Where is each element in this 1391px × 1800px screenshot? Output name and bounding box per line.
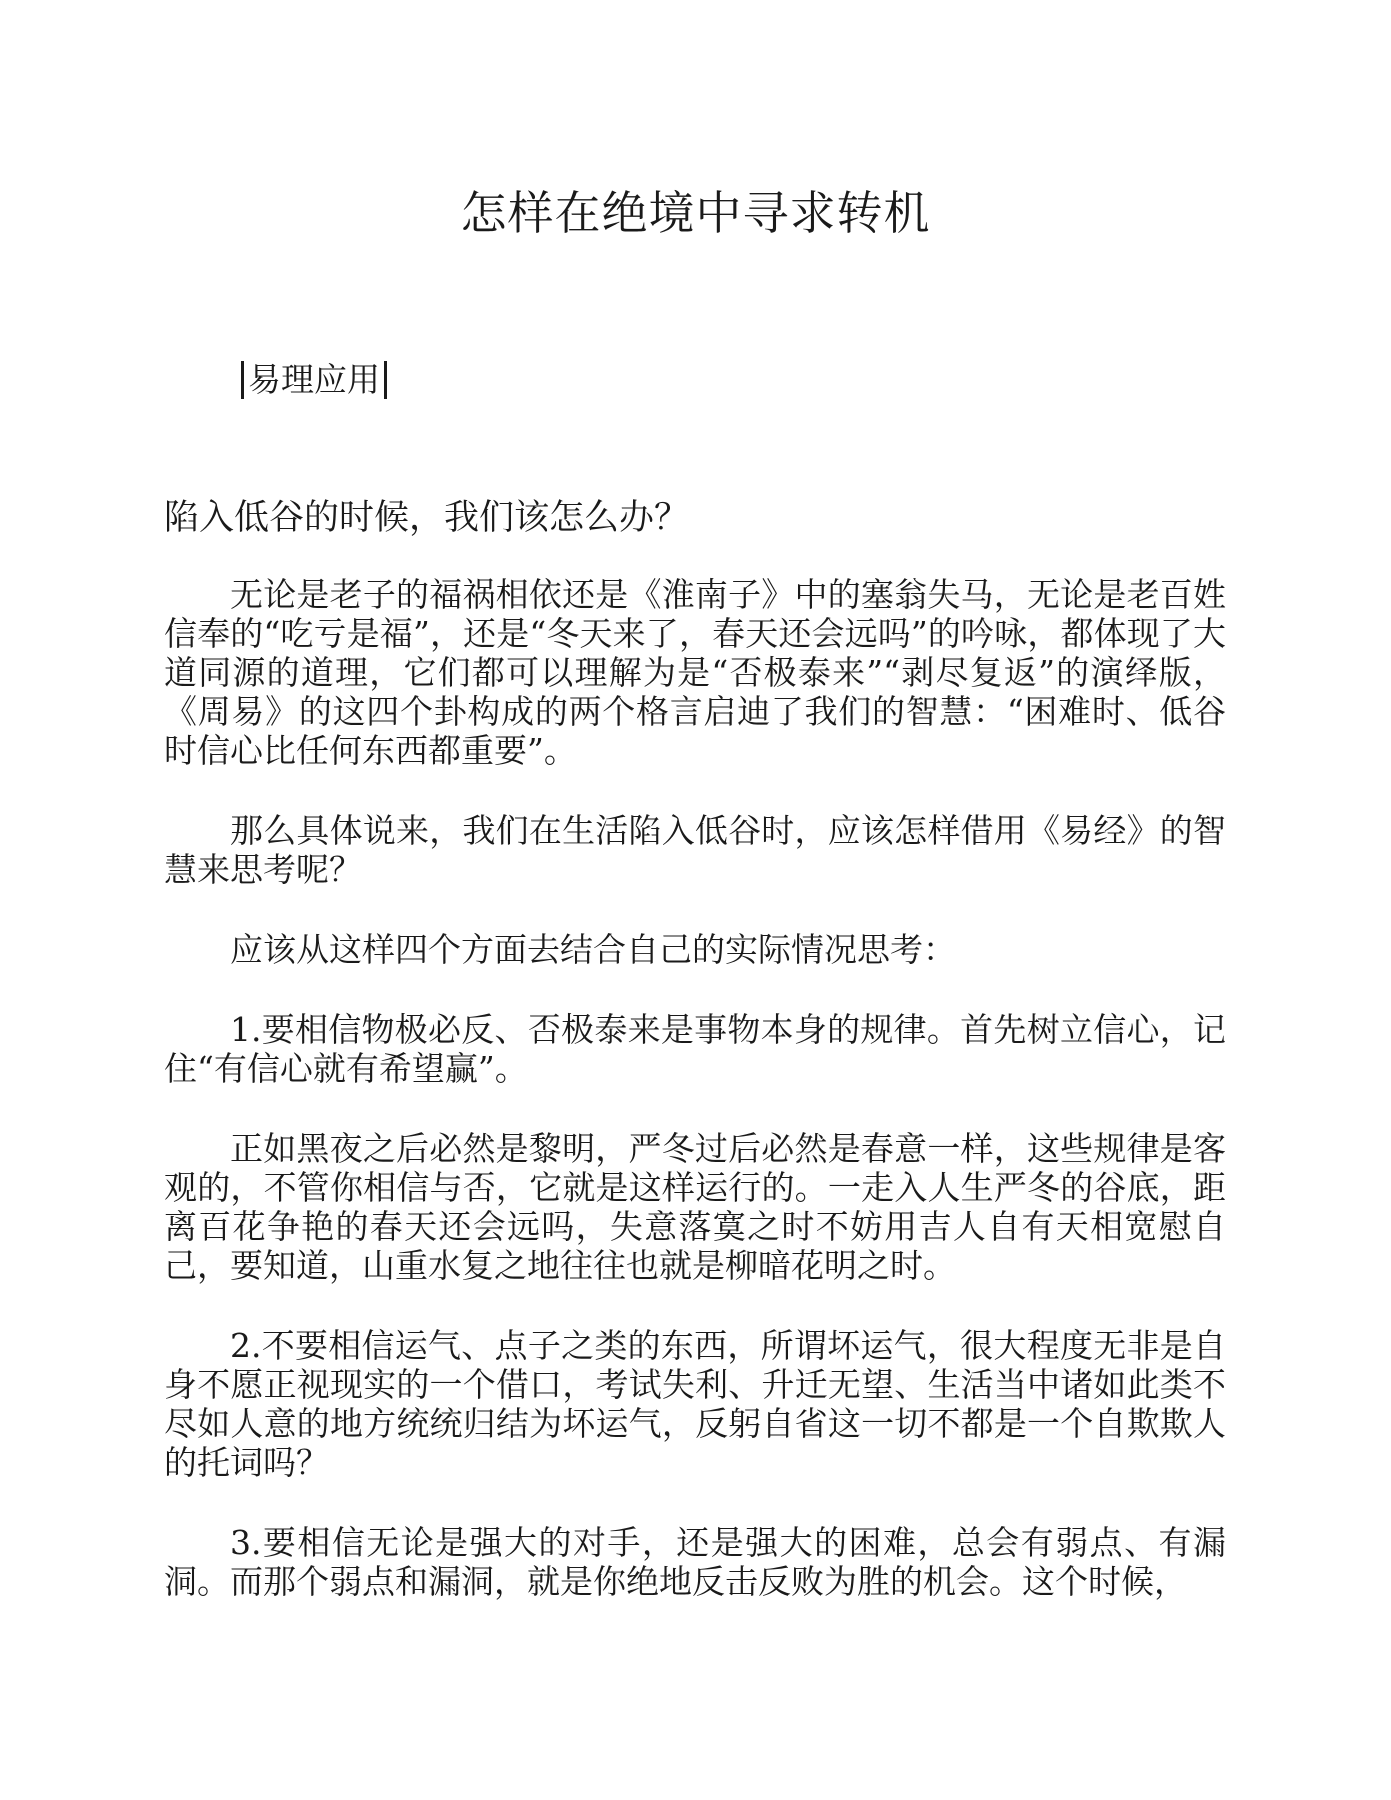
tag-bar-left [241,361,244,399]
tag-bar-right [384,361,387,399]
paragraph: 应该从这样四个方面去结合自己的实际情况思考： [230,930,956,969]
paragraph: 正如黑夜之后必然是黎明，严冬过后必然是春意一样，这些规律是客观的，不管你相信与否，它就是这样运行的。一走入人生严冬的谷底，距离百花争艳的春天还会远吗，失意落寞之时不妨用吉人自有天相宽慰自己，要知道，山重水复之地往往也就是柳暗花明之时。 [164,1129,1226,1285]
paragraph: 2.不要相信运气、点子之类的东西，所谓坏运气，很大程度无非是自身不愿正视现实的一个借口，考试失利、升迁无望、生活当中诸如此类不尽如人意的地方统统归结为坏运气，反躬自省这一切不都是一个自欺欺人的托词吗？ [164,1326,1226,1482]
paragraph: 无论是老子的福祸相依还是《淮南子》中的塞翁失马，无论是老百姓信奉的“吃亏是福”，还是“冬天来了，春天还会远吗”的吟咏，都体现了大道同源的道理，它们都可以理解为是“否极泰来”“剥尽复返”的演绎版，《周易》的这四个卦构成的两个格言启迪了我们的智慧：“困难时、低谷时信心比任何东西都重要”。 [164,575,1226,770]
paragraph: 3.要相信无论是强大的对手，还是强大的困难，总会有弱点、有漏洞。而那个弱点和漏洞，就是你绝地反击反败为胜的机会。这个时候， [164,1523,1226,1601]
section-heading: 陷入低谷的时候，我们该怎么办？ [164,498,690,538]
article-body [164,575,1226,1642]
paragraph: 那么具体说来，我们在生活陷入低谷时，应该怎样借用《易经》的智慧来思考呢？ [164,811,1226,889]
paragraph: 1.要相信物极必反、否极泰来是事物本身的规律。首先树立信心，记住“有信心就有希望赢”。 [164,1010,1226,1088]
category-tag [237,358,391,402]
category-tag-label: 易理应用 [248,360,380,399]
page-title: 怎样在绝境中寻求转机 [460,186,931,240]
